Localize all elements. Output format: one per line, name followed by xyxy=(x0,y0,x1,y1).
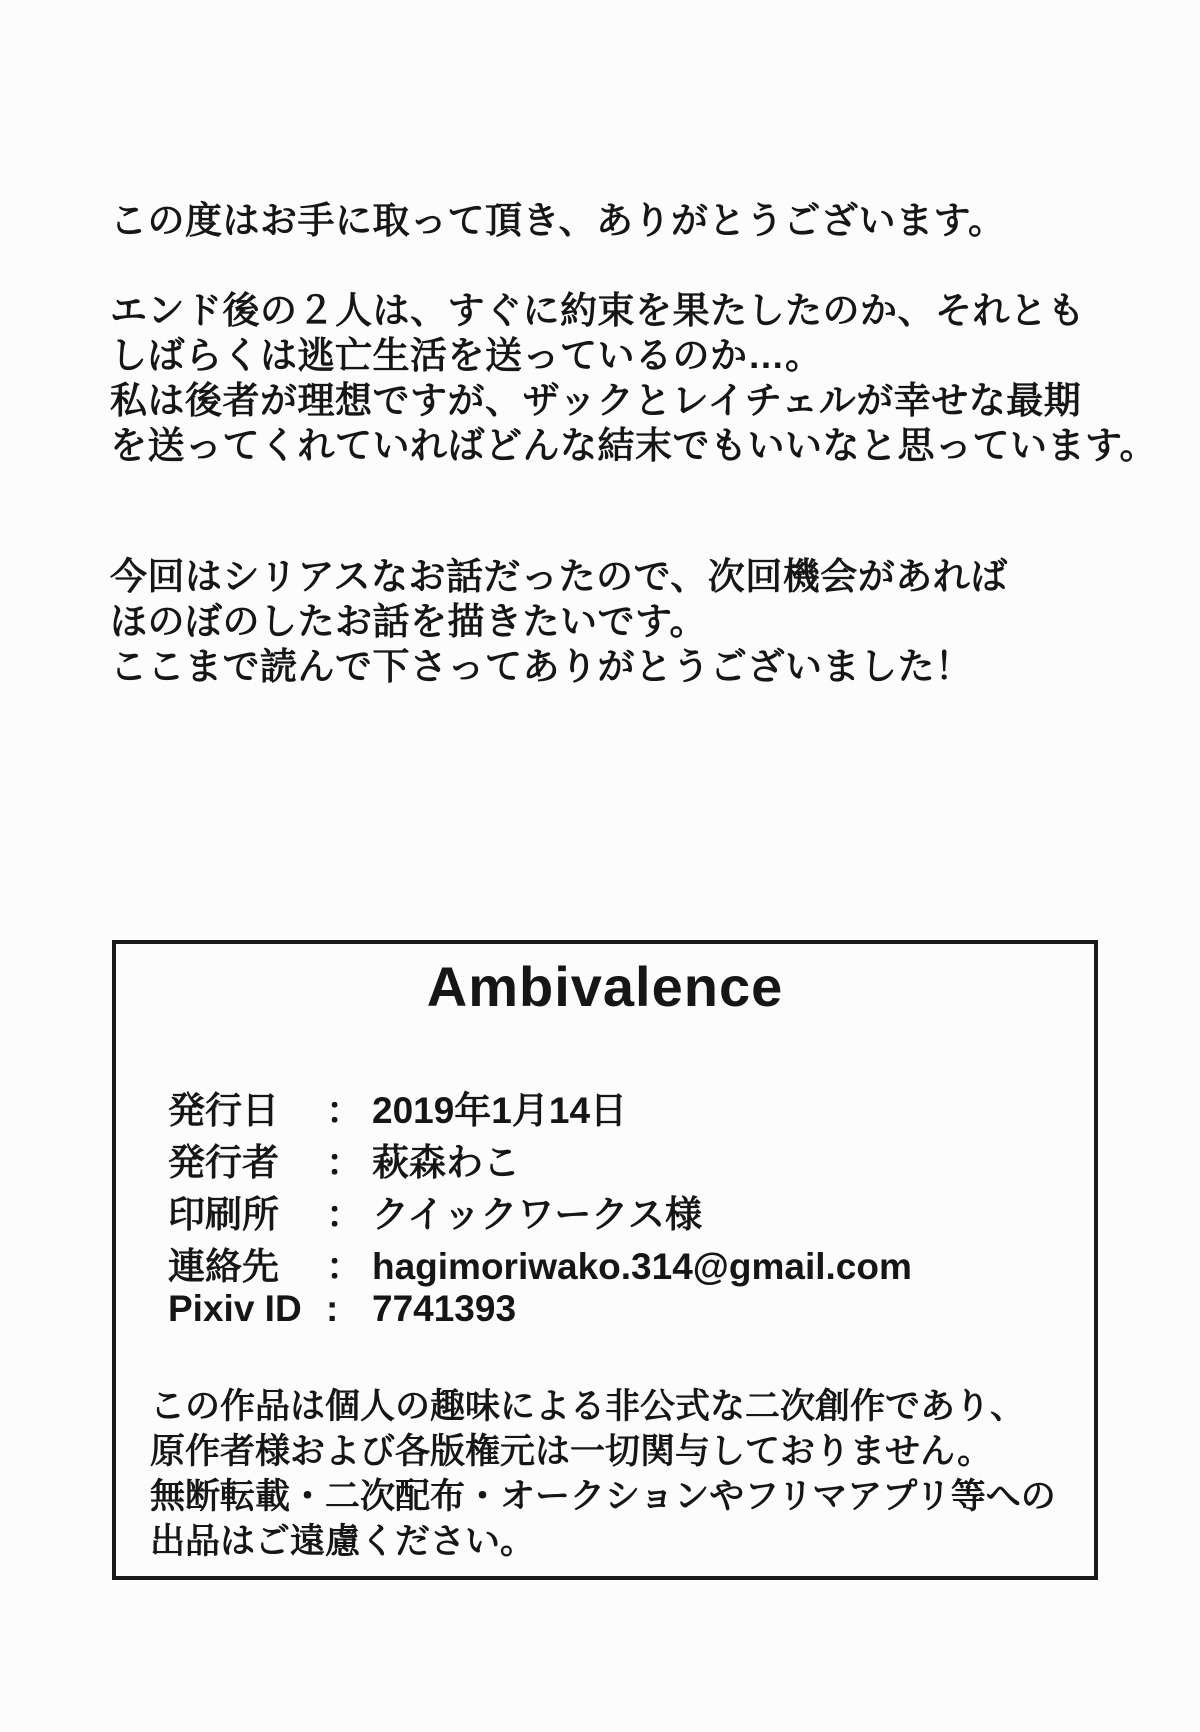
colophon-row-pixiv-id xyxy=(168,1288,1094,1340)
row-label: 印刷所 xyxy=(168,1194,279,1235)
disclaimer-text xyxy=(116,1384,1094,1564)
colophon-row-publish-date xyxy=(168,1080,1094,1132)
afterword-line: エンド後の２人は、すぐに約束を果たしたのか、それとも xyxy=(110,290,1085,331)
disclaimer-line: この作品は個人の趣味による非公式な二次創作であり、 xyxy=(150,1387,1026,1426)
disclaimer-line: 無断転載・二次配布・オークションやフリマアプリ等への xyxy=(150,1477,1056,1516)
pixiv-id-value: 7741393 xyxy=(372,1288,517,1329)
book-title: Ambivalence xyxy=(426,955,784,1018)
disclaimer-line: 出品はご遠慮ください。 xyxy=(150,1522,536,1561)
afterword-paragraph-closing xyxy=(110,554,1140,689)
colophon-row-contact xyxy=(168,1236,1094,1288)
row-colon: ： xyxy=(326,1142,363,1183)
afterword-line: 今回はシリアスなお話だったので、次回機会があれば xyxy=(110,556,1008,597)
afterword-line: しばらくは逃亡生活を送っているのか…。 xyxy=(110,335,823,376)
row-colon: ： xyxy=(326,1246,363,1287)
afterword-paragraph-story xyxy=(110,288,1158,468)
afterword-line: ほのぼのしたお話を描きたいです。 xyxy=(110,601,708,642)
printer-value: クイックワークス様 xyxy=(372,1194,703,1235)
publish-date-value: 2019年1月14日 xyxy=(372,1090,628,1131)
afterword-line: ここまで読んで下さってありがとうございました！ xyxy=(110,646,973,687)
afterword-paragraph-thanks xyxy=(110,198,1140,243)
disclaimer-line: 原作者様および各版権元は一切関与しておりません。 xyxy=(150,1432,993,1471)
colophon-rows xyxy=(116,1080,1094,1340)
row-colon: : xyxy=(326,1288,339,1329)
colophon-box xyxy=(112,940,1098,1580)
publisher-value: 萩森わこ xyxy=(372,1142,520,1183)
row-colon: ： xyxy=(326,1194,363,1235)
colophon-row-publisher xyxy=(168,1132,1094,1184)
row-label: 連絡先 xyxy=(168,1246,279,1287)
colophon-row-printer xyxy=(168,1184,1094,1236)
afterword-line: この度はお手に取って頂き、ありがとうございます。 xyxy=(110,200,1006,241)
afterword-line: 私は後者が理想ですが、ザックとレイチェルが幸せな最期 xyxy=(110,380,1082,421)
row-label: 発行者 xyxy=(168,1142,279,1183)
afterword-text-block xyxy=(110,198,1158,689)
afterword-line: を送ってくれていればどんな結末でもいいなと思っています。 xyxy=(110,425,1158,466)
row-label: 発行日 xyxy=(168,1090,279,1131)
contact-email-value: hagimoriwako.314@gmail.com xyxy=(372,1246,912,1287)
row-colon: ： xyxy=(326,1090,363,1131)
row-label: Pixiv ID xyxy=(168,1288,302,1329)
